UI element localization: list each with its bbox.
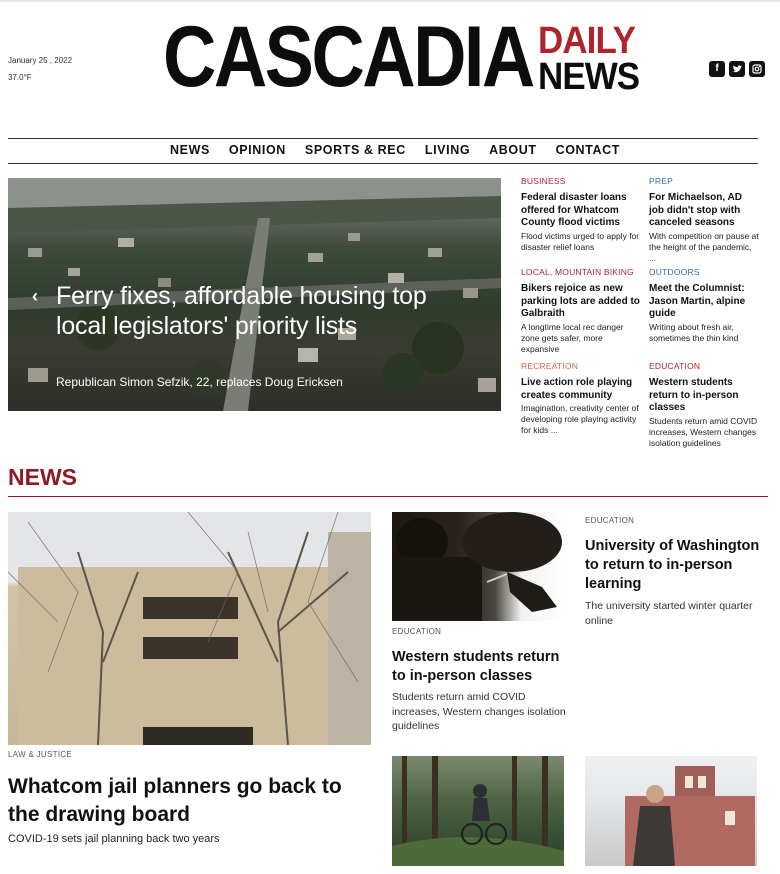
side-story-category[interactable]: BUSINESS — [521, 176, 566, 186]
right-story-title[interactable]: University of Washington to return to in-person learning — [585, 538, 760, 592]
side-story-title[interactable]: Meet the Columnist: Jason Martin, alpine guide — [649, 283, 746, 319]
carousel-prev-icon[interactable]: ‹ — [32, 286, 38, 306]
lead-story-title[interactable]: Whatcom jail planners go back to the drawing board — [8, 775, 342, 826]
side-story-category[interactable]: LOCAL, MOUNTAIN BIKING — [521, 267, 634, 277]
middle-story-summary: Students return amid COVID increases, Western changes isolation guidelines — [392, 691, 566, 732]
courthouse-photo[interactable] — [585, 756, 757, 866]
current-temperature: 37.0°F — [8, 73, 32, 82]
side-story[interactable] — [521, 361, 641, 436]
side-story-category[interactable]: RECREATION — [521, 361, 579, 371]
right-story-summary: The university started winter quarter online — [585, 600, 753, 627]
side-story[interactable] — [649, 267, 759, 344]
side-story-summary: With competition on pause at the height of the pandemic, ... — [649, 230, 759, 263]
hero-subheadline: Republican Simon Sefzik, 22, replaces Doug Ericksen — [56, 375, 343, 389]
middle-story-title[interactable]: Western students return to in-person classes — [392, 649, 560, 684]
jail-building-photo[interactable] — [8, 512, 371, 745]
mountain-bike-photo[interactable] — [392, 756, 564, 866]
nav-top-rule — [8, 138, 758, 139]
side-story[interactable] — [649, 361, 759, 449]
side-story-title[interactable]: Bikers rejoice as new parking lots are added to Galbraith — [521, 283, 640, 319]
current-date: January 25 , 2022 — [8, 56, 73, 65]
twitter-icon[interactable] — [729, 61, 745, 77]
nav-item-living[interactable]: LIVING — [424, 143, 471, 157]
nav-bottom-rule — [8, 163, 758, 164]
section-rule — [8, 496, 768, 497]
side-story-title[interactable]: Federal disaster loans offered for Whatcom County flood victims — [521, 192, 627, 228]
side-story-title[interactable]: For Michaelson, AD job didn't stop with canceled seasons — [649, 192, 742, 228]
side-story[interactable] — [649, 176, 759, 264]
nav-item-news[interactable]: NEWS — [170, 143, 210, 157]
logo-daily-text: DAILY — [538, 20, 636, 62]
side-story[interactable] — [521, 176, 641, 253]
nav-item-opinion[interactable]: OPINION — [228, 143, 286, 157]
right-story-category[interactable]: EDUCATION — [585, 516, 635, 525]
side-story-title[interactable]: Live action role playing creates community — [521, 377, 633, 401]
side-story-title[interactable]: Western students return to in-person classes — [649, 377, 739, 413]
side-story-summary: Imagination, creativity center of developing role playing activity for kids ... — [521, 403, 639, 435]
courthouse-illustration — [585, 756, 757, 866]
nav-item-about[interactable]: ABOUT — [489, 143, 537, 157]
vaccination-illustration — [392, 512, 564, 621]
lead-story-summary: COVID-19 sets jail planning back two years — [8, 833, 220, 845]
nav-item-contact[interactable]: CONTACT — [555, 143, 620, 157]
hero-headline[interactable]: Ferry fixes, affordable housing top local legislators' priority lists — [56, 282, 427, 340]
logo-main-text: CASCADIA — [163, 9, 533, 105]
instagram-icon[interactable] — [749, 61, 765, 77]
nav-item-sports-rec[interactable]: SPORTS & REC — [304, 143, 406, 157]
side-story-summary: A longtime local rec danger zone gets safer, more expansive — [521, 321, 624, 354]
vaccination-photo[interactable] — [392, 512, 564, 621]
side-story-summary: Students return amid COVID increases, Western changes isolation guidelines — [649, 415, 758, 448]
middle-story-category[interactable]: EDUCATION — [392, 627, 442, 636]
side-story-category[interactable]: OUTDOORS — [649, 267, 700, 277]
main-nav — [0, 143, 780, 157]
side-story-category[interactable]: PREP — [649, 176, 673, 186]
side-story-summary: Flood victims urged to apply for disaster relief loans — [521, 230, 640, 252]
top-border — [0, 0, 780, 2]
lead-story-category[interactable]: LAW & JUSTICE — [8, 750, 73, 759]
side-story-summary: Writing about fresh air, sometimes the thin kind — [649, 321, 739, 343]
side-story[interactable] — [521, 267, 641, 355]
facebook-icon[interactable]: f — [709, 61, 725, 77]
section-heading-news[interactable]: NEWS — [8, 464, 77, 490]
jail-building-illustration — [8, 512, 371, 745]
logo-news-text: NEWS — [538, 56, 640, 98]
side-story-category[interactable]: EDUCATION — [649, 361, 701, 371]
mountain-bike-illustration — [392, 756, 564, 866]
